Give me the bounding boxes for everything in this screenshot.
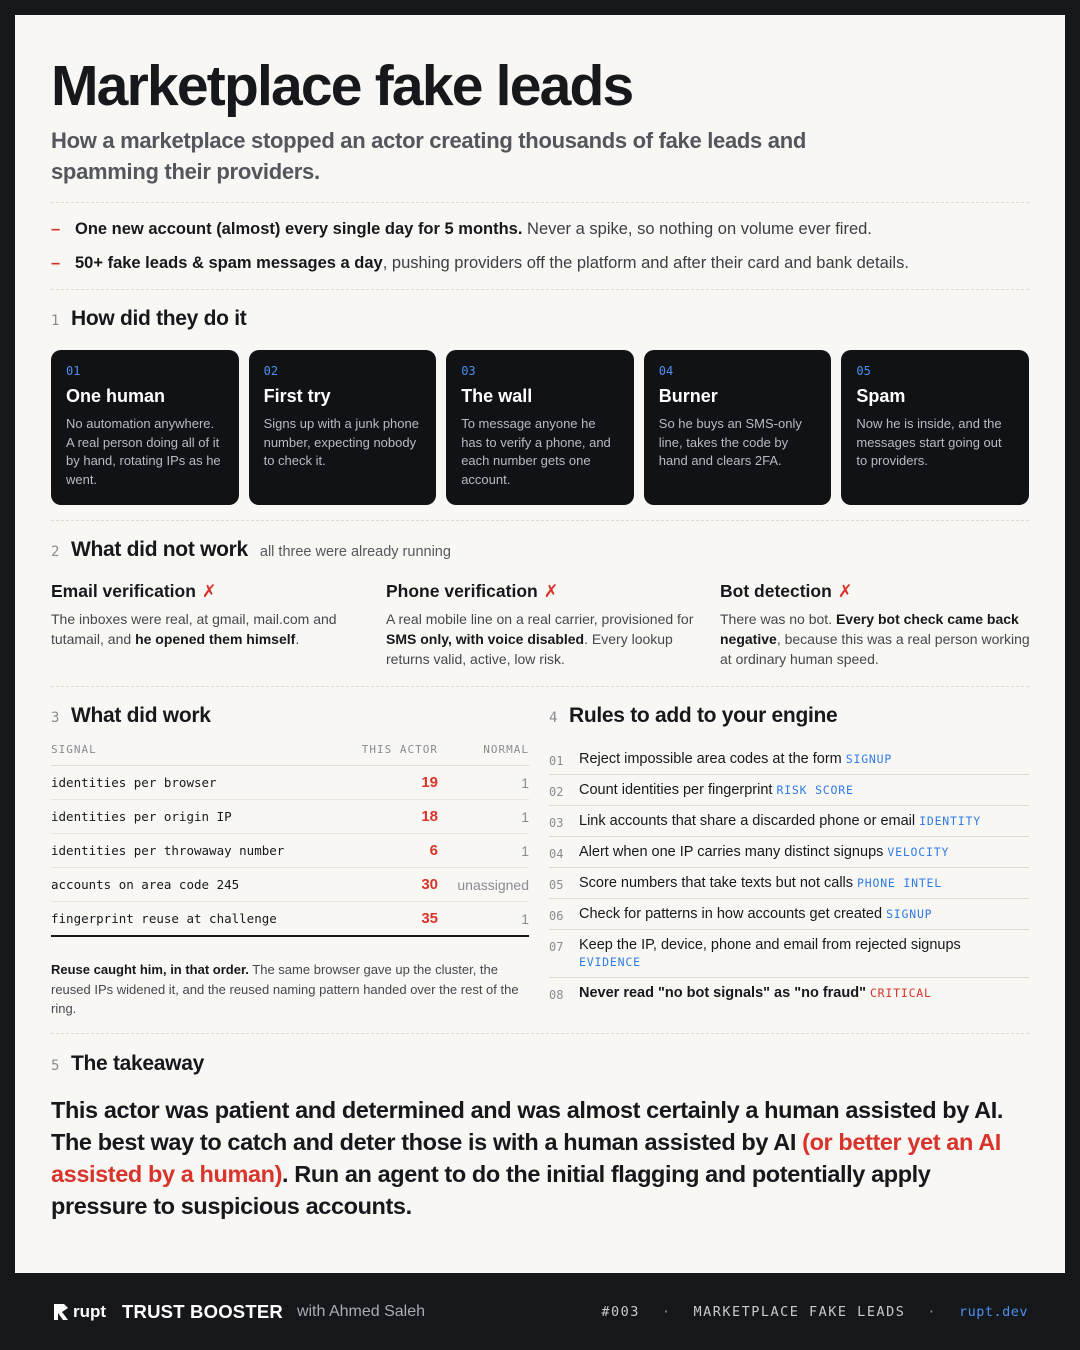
series-brand: TRUST BOOSTER	[122, 1300, 283, 1322]
table-row	[51, 834, 529, 868]
step-description: So he buys an SMS-only line, takes the code by hand and clears 2FA.	[658, 416, 802, 468]
rule-text: Reject impossible area codes at the form	[579, 751, 842, 767]
normal-value: 1	[521, 910, 529, 927]
takeaway-highlight: (or better yet an AI assisted by a human)	[51, 1129, 1001, 1187]
body-text: , because this was a real person working at ordinary human speed.	[720, 631, 1030, 667]
check-description	[720, 609, 1035, 669]
step-card	[446, 350, 634, 505]
body-text: The inboxes were real, at gmail, mail.com and tutamail, and	[51, 611, 337, 647]
rule-number: 06	[549, 909, 564, 923]
rule-text: Check for patterns in how accounts get created	[579, 906, 883, 922]
signal-name: identities per origin IP	[51, 809, 232, 824]
signal-name: identities per browser	[51, 775, 217, 790]
body-text: There was no bot.	[720, 611, 836, 627]
signals-table	[51, 743, 529, 937]
body-text: .	[295, 631, 300, 647]
page-content	[15, 15, 1065, 1273]
check-description	[386, 609, 701, 669]
table-row	[51, 902, 529, 937]
rule-text-wrap	[579, 985, 1029, 1002]
rule-number: 07	[549, 940, 564, 954]
actor-value: 6	[429, 842, 438, 859]
steps-cards	[51, 350, 1029, 505]
rule-item	[549, 930, 1029, 978]
dash-icon: –	[51, 254, 61, 272]
step-description: To message anyone he has to verify a phone, and each number gets one account.	[461, 416, 611, 487]
cross-icon: ✗	[543, 581, 559, 601]
rule-text: Alert when one IP carries many distinct signups	[579, 844, 884, 860]
actor-value: 19	[421, 774, 438, 791]
rule-text: Score numbers that take texts but not calls	[579, 875, 854, 891]
divider	[51, 686, 1029, 687]
separator: ·	[661, 1303, 672, 1320]
column-header: THIS ACTOR	[361, 743, 438, 756]
step-card	[644, 350, 832, 505]
divider	[51, 520, 1029, 521]
takeaway-part: This actor was patient and determined and was almost certainly a human assisted by AI. The best way to catch and deter those is with a human assisted by AI	[51, 1097, 1004, 1155]
section-heading-takeaway	[51, 1052, 204, 1076]
rule-tag: VELOCITY	[887, 845, 950, 859]
step-description: Signs up with a junk phone number, expecting nobody to check it.	[263, 416, 419, 468]
signal-name: accounts on area code 245	[51, 877, 240, 892]
rule-item	[549, 868, 1029, 899]
rule-item	[549, 978, 1029, 1008]
logo-text: rupt	[73, 1301, 107, 1321]
rule-text: Count identities per fingerprint	[579, 782, 773, 798]
rule-number: 05	[549, 878, 564, 892]
section-number: 1	[51, 313, 60, 329]
cross-icon: ✗	[837, 581, 853, 601]
rules-list	[549, 744, 1029, 1008]
step-card	[841, 350, 1029, 505]
summary-bullet	[51, 254, 909, 273]
rule-text-wrap	[579, 751, 1029, 768]
footer-meta	[601, 1304, 1028, 1320]
rule-text-wrap	[579, 937, 1029, 971]
rule-text-wrap	[579, 875, 1029, 892]
table-header	[51, 743, 529, 766]
step-title: Burner	[658, 386, 718, 406]
signal-name: fingerprint reuse at challenge	[51, 911, 277, 926]
normal-value: 1	[521, 808, 529, 825]
rule-text-wrap	[579, 813, 1029, 830]
rule-text-wrap	[579, 844, 1029, 861]
rule-item	[549, 775, 1029, 806]
page-title: Marketplace fake leads	[51, 54, 633, 118]
table-row	[51, 766, 529, 800]
site-link[interactable]: rupt.dev	[958, 1303, 1028, 1320]
step-number: 03	[461, 364, 476, 378]
step-title: The wall	[461, 386, 533, 406]
divider	[51, 1033, 1029, 1034]
table-note-text: The same browser gave up the cluster, the reused IPs widened it, and the reused naming pattern handed over the rest of the ring.	[51, 962, 519, 1016]
section-number: 2	[51, 544, 60, 560]
check-title: Phone verification	[386, 581, 538, 601]
rule-tag: PHONE INTEL	[857, 876, 942, 890]
normal-value: 1	[521, 842, 529, 859]
signal-name: identities per throwaway number	[51, 843, 285, 858]
rule-tag: EVIDENCE	[579, 955, 641, 969]
bullet-text: , pushing providers off the platform and after their card and bank details.	[382, 254, 909, 272]
section-heading-did-work	[51, 704, 211, 728]
step-description: No automation anywhere. A real person doing all of it by hand, rotating IPs as he went.	[66, 416, 221, 487]
page-subtitle: How a marketplace stopped an actor creating thousands of fake leads and spamming their providers.	[51, 128, 807, 184]
actor-value: 18	[421, 808, 438, 825]
section-note: all three were already running	[259, 544, 451, 560]
rule-tag: CRITICAL	[869, 986, 932, 1000]
column-header: SIGNAL	[51, 743, 97, 756]
failed-check	[720, 581, 1035, 669]
section-title: Rules to add to your engine	[569, 704, 838, 727]
rule-item	[549, 899, 1029, 930]
bullet-bold: 50+ fake leads & spam messages a day	[75, 254, 383, 272]
rule-text: Never read "no bot signals" as "no fraud"	[579, 985, 866, 1001]
check-description	[51, 609, 366, 649]
step-title: One human	[66, 386, 166, 406]
rule-tag: SIGNUP	[845, 752, 893, 766]
section-title: What did work	[71, 704, 211, 727]
body-text: A real mobile line on a real carrier, provisioned for	[386, 611, 694, 627]
rule-number: 03	[549, 816, 564, 830]
table-note	[51, 960, 531, 1019]
check-title: Bot detection	[720, 581, 832, 601]
footer	[0, 1273, 1080, 1350]
section-heading-not-work	[51, 538, 451, 562]
rule-text: Keep the IP, device, phone and email from rejected signups	[579, 937, 961, 953]
rule-item	[549, 744, 1029, 775]
section-title: The takeaway	[71, 1052, 204, 1075]
section-number: 3	[51, 710, 60, 726]
section-heading-how	[51, 307, 246, 331]
divider	[51, 289, 1029, 290]
step-number: 02	[263, 364, 279, 378]
step-card	[249, 350, 437, 505]
rule-number: 01	[549, 754, 564, 768]
step-description: Now he is inside, and the messages start going out to providers.	[856, 416, 1002, 468]
issue-topic: MARKETPLACE FAKE LEADS	[693, 1303, 906, 1320]
issue-number: #003	[601, 1303, 640, 1320]
step-number: 05	[856, 364, 871, 378]
table-row	[51, 800, 529, 834]
failed-check	[51, 581, 366, 649]
rule-number: 02	[549, 785, 564, 799]
section-number: 5	[51, 1058, 60, 1074]
rule-text: Link accounts that share a discarded phone or email	[579, 813, 916, 829]
cross-icon: ✗	[201, 581, 217, 601]
column-header: NORMAL	[483, 743, 529, 756]
rule-tag: RISK SCORE	[776, 783, 854, 797]
actor-value: 35	[421, 910, 438, 927]
check-title: Email verification	[51, 581, 196, 601]
takeaway-text	[51, 1094, 1031, 1222]
rupt-logo-icon	[52, 1302, 70, 1322]
rule-text-wrap	[579, 906, 1029, 923]
dash-icon: –	[51, 220, 61, 238]
bullet-text: Never a spike, so nothing on volume ever fired.	[522, 220, 872, 238]
section-title: What did not work	[71, 538, 248, 561]
divider	[51, 202, 1029, 203]
section-number: 4	[549, 710, 558, 726]
table-note-bold: Reuse caught him, in that order.	[51, 962, 249, 977]
rule-tag: SIGNUP	[886, 907, 933, 921]
emphasis-text: SMS only, with voice disabled	[386, 631, 585, 647]
rule-item	[549, 837, 1029, 868]
body-text: . Every lookup returns valid, active, low risk.	[386, 631, 673, 667]
rule-tag: IDENTITY	[919, 814, 981, 828]
emphasis-text: he opened them himself	[135, 631, 296, 647]
section-heading-rules	[549, 704, 837, 728]
step-title: First try	[263, 386, 331, 406]
normal-value: 1	[521, 774, 529, 791]
bullet-bold: One new account (almost) every single day for 5 months.	[75, 220, 523, 238]
takeaway-part: . Run an agent to do the initial flagging and potentially apply pressure to suspicious accounts.	[51, 1161, 931, 1219]
normal-value: unassigned	[457, 876, 529, 893]
rule-number: 08	[549, 988, 564, 1002]
actor-value: 30	[421, 876, 438, 893]
rupt-logo	[52, 1302, 106, 1322]
table-row	[51, 868, 529, 902]
author-credit: with Ahmed Saleh	[296, 1302, 426, 1320]
separator: ·	[927, 1303, 937, 1320]
step-number: 01	[66, 364, 81, 378]
step-number: 04	[658, 364, 674, 378]
rule-item	[549, 806, 1029, 837]
summary-bullet	[51, 220, 872, 239]
emphasis-text: Every bot check came back negative	[720, 611, 1019, 647]
section-title: How did they do it	[71, 307, 247, 330]
rule-number: 04	[549, 847, 564, 861]
rule-text-wrap	[579, 782, 1029, 799]
step-card	[51, 350, 239, 505]
failed-check	[386, 581, 701, 669]
step-title: Spam	[856, 386, 906, 406]
